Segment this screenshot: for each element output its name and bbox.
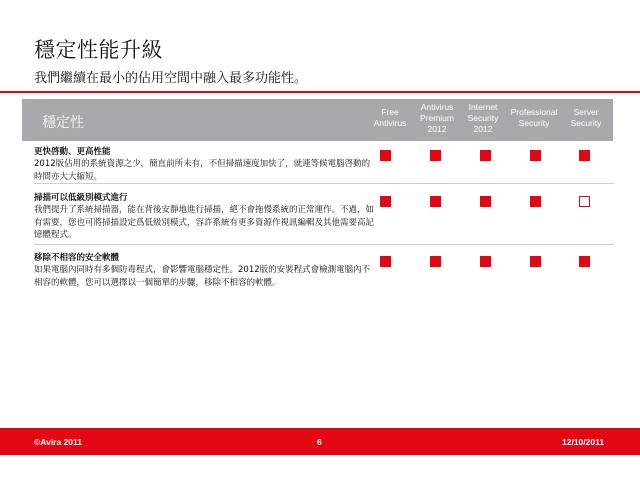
slide-subtitle: 我們繼續在最小的佔用空間中融入最多功能性。: [34, 71, 308, 86]
slide-title: 穩定性能升級: [34, 38, 163, 62]
table-header-label: 穩定性: [42, 115, 84, 131]
included-mark: [579, 150, 590, 161]
footer-copyright: ©Avira 2011: [34, 437, 83, 447]
column-header-professional-security: Professional Security: [510, 107, 558, 128]
feature-description: 如果電腦內同時有多個防毒程式，會影響電腦穩定性。2012版的安裝程式會檢測電腦內不相容的軟體，您可以選擇以一個簡單的步驟，移除不相容的軟體。: [34, 265, 371, 288]
included-mark: [380, 256, 391, 267]
column-header-antivirus-premium: Antivirus Premium 2012: [419, 102, 454, 134]
feature-row: [34, 146, 614, 183]
feature-description: 2012版佔用的系統資源之少，簡直前所未有，不但掃描速度加快了，就連等候電腦啓動的時間亦大大縮短。: [34, 159, 371, 182]
row-separator: [34, 183, 614, 184]
footer-page-number: 6: [317, 437, 322, 447]
included-mark: [480, 150, 491, 161]
table-header-bar: [22, 99, 613, 141]
not-included-mark: [579, 196, 590, 207]
feature-title: 移除不相容的安全軟體: [34, 253, 120, 263]
included-mark: [430, 256, 441, 267]
included-mark: [530, 196, 541, 207]
footer-date: 12/10/2011: [562, 437, 605, 447]
included-mark: [380, 196, 391, 207]
included-mark: [530, 150, 541, 161]
title-rule: [0, 91, 640, 93]
included-mark: [530, 256, 541, 267]
row-separator: [34, 244, 614, 245]
included-mark: [579, 256, 590, 267]
feature-row: [34, 192, 614, 242]
feature-title: 掃描可以低級別模式進行: [34, 193, 128, 203]
footer-bar: [0, 428, 640, 455]
included-mark: [480, 256, 491, 267]
included-mark: [480, 196, 491, 207]
included-mark: [430, 150, 441, 161]
feature-description: 我們提升了系統掃描器，能在背後安靜地進行掃描，絕不會拖慢系統的正常運作。不過，如有需要，您也可將掃描設定爲低級別模式，容許系統有更多資源作視訊編輯及其他需要高記憶體程式。: [34, 205, 375, 240]
column-header-internet-security: Internet Security 2012: [467, 102, 499, 134]
feature-row: [34, 252, 614, 289]
column-header-server-security: Server Security: [570, 107, 602, 128]
included-mark: [380, 150, 391, 161]
column-header-free-antivirus: Free Antivirus: [373, 107, 407, 128]
included-mark: [430, 196, 441, 207]
feature-title: 更快啓動、更高性能: [34, 147, 111, 157]
